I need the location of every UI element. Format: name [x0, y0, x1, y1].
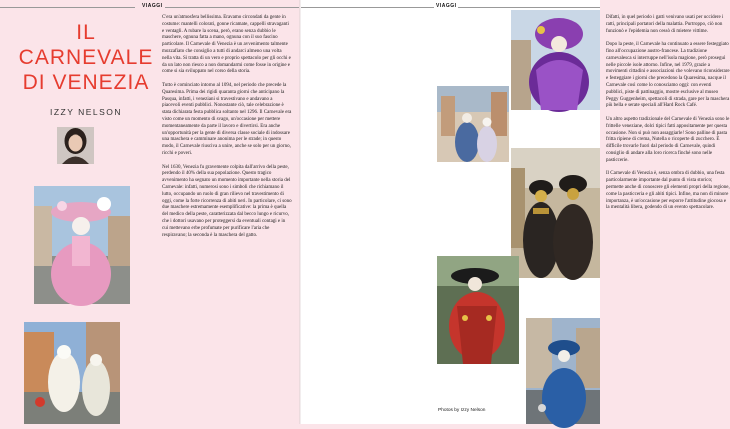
paragraph: Nel 1630, Venezia fu gravemente colpita dall'arrivo della peste, perdendo il 40% della sua popolazione. Questo tragico avvenimento ha segnato un momento importante nella storia del Carnevale: infatti, numerosi sono i simboli che richiamano il lutto, occupando un ruolo di gran rilievo nel travestimento di oggi, come la forte ricorrenza di abiti neri. In particolare, ci sono due maschere estremamente esemplificative: la prima è quella del medico della peste, caratterizzata dal becco lungo e ricurvo, che i dottori usavano per proteggersi da eventuali contagi e in cui mettevano erbe profumate per purificare l'aria che respiravano; la seconda è la maschera del gatto. [162, 164, 292, 238]
title-line: DI VENEZIA [22, 71, 150, 94]
section-label: VIAGGI [436, 3, 457, 9]
header-rule-right [165, 7, 300, 8]
page-fold [299, 0, 301, 424]
title-line: IL [76, 21, 96, 44]
photo-pink-costume [34, 186, 130, 304]
header-rule-left [300, 7, 434, 8]
paragraph: Difatti, in quel periodo i gatti venivano usati per uccidere i ratti, principali portatori della malattia. Purtroppo, ciò non funzionò e l'epidemia non cessò di mietere vittime. [606, 15, 724, 34]
right-page [300, 0, 730, 424]
article-title [16, 20, 156, 95]
photo-black-gold-costume [511, 148, 600, 278]
author-avatar [57, 127, 94, 164]
paragraph: Dopo la peste, il Carnevale ha continuato a essere festeggiato fino all'occupazione austro-francese. La tradizione carnevalesca si interruppe nell'isola magione, però proseguì nelle piccole isole attorno. Infine, nel 1979, grazie a movimenti cittadini e associazioni che volevano riconsiderare e festeggiare i giorni che precedono la Quaresima, nacque il Carnevale così come lo conosciamo oggi: con eventi pubblici, piste di pattinaggio, mostre esclusive al museo Peggy Guggenheim, spettacoli di strada, gare per la maschera più bella e serate speciali all'Hard Rock Café. [606, 42, 730, 109]
article-column-1 [162, 15, 292, 423]
photo-blue-costume [526, 318, 600, 424]
paragraph: Un altro aspetto tradizionale del Carnevale di Venezia sono le frittelle veneziane, dolci tipici fatti appositamente per questa occasione. Non si può non assaggiarle! Sono palline di pasta fritta ripiene di crema, Nutella o ricoperte di zucchero. È difficile trovarle fuori dal periodo di Carnevale, quindi consiglio di andare alla loro ricerca finché sono nelle pasticcerie. [606, 116, 730, 163]
paragraph: Il Carnevale di Venezia è, senza ombra di dubbio, una festa particolarmente importante dal punto di vista storico; permette anche di conoscere gli elementi propri della regione, come la pasticceria e gli abiti tipici. Infine, ma non di minore importanza, è un'occasione per esporre l'attitudine giocosa e la mentalità libera, godendo di un evento spettacolare. [606, 171, 730, 211]
photo-purple-costume [511, 10, 600, 110]
photo-credit: Photos by Izzy Nelson [438, 408, 486, 413]
photo-white-costumes [24, 322, 120, 424]
author-name: IZZY NELSON [49, 107, 123, 117]
photo-red-jester-costume [437, 256, 519, 364]
paragraph: Tutto è cominciato intorno al 1094, nel periodo che precede la Quaresima. Prima dei rigidi quaranta giorni che anticipano la Pasqua, infatti, i veneziani si travestivano e andavano a piacevoli eventi pubblici. Nonostante ciò, tale celebrazione è stata dichiarata festa pubblica soltanto nel 1296. Il Carnevale era visto come un momento di svago, un'occasione per mettere momentaneamente da parte il lavoro e divertirsi. Era anche un'opportunità per la gente di diversa classe sociale di indossare una maschera e camminare anonima per le strade; in questo modo, il Carnevale riusciva a unire, anche se solo per un giorno, ricchi e poveri. [162, 82, 292, 156]
photo-canal-costumes [437, 86, 509, 162]
section-label: VIAGGI [142, 3, 163, 9]
title-line: CARNEVALE [18, 46, 154, 69]
header-rule-right [458, 7, 600, 8]
left-page [0, 0, 300, 424]
article-column-2 [606, 15, 730, 365]
header-rule-left [0, 7, 135, 8]
paragraph: C'era un'atmosfera bellissima. Eravamo circondati da gente in costume: mantelli colorati, gonne ricamate, cappelli stravaganti e ventagli. A rubare la scena, però, erano senza dubbio le maschere, ognuna fatta a mano, ognuna con il suo fascino particolare. Il Carnevale di Venezia è un avvenimento talmente mozzafiato che consiglio a tutti di andarci almeno una volta nella vita. Si tratta di un vero e proprio spettacolo per gli occhi e da un lato non riesco a non domandarmi come fosse in origine e come si sia sviluppato nel corso della storia. [162, 15, 291, 75]
